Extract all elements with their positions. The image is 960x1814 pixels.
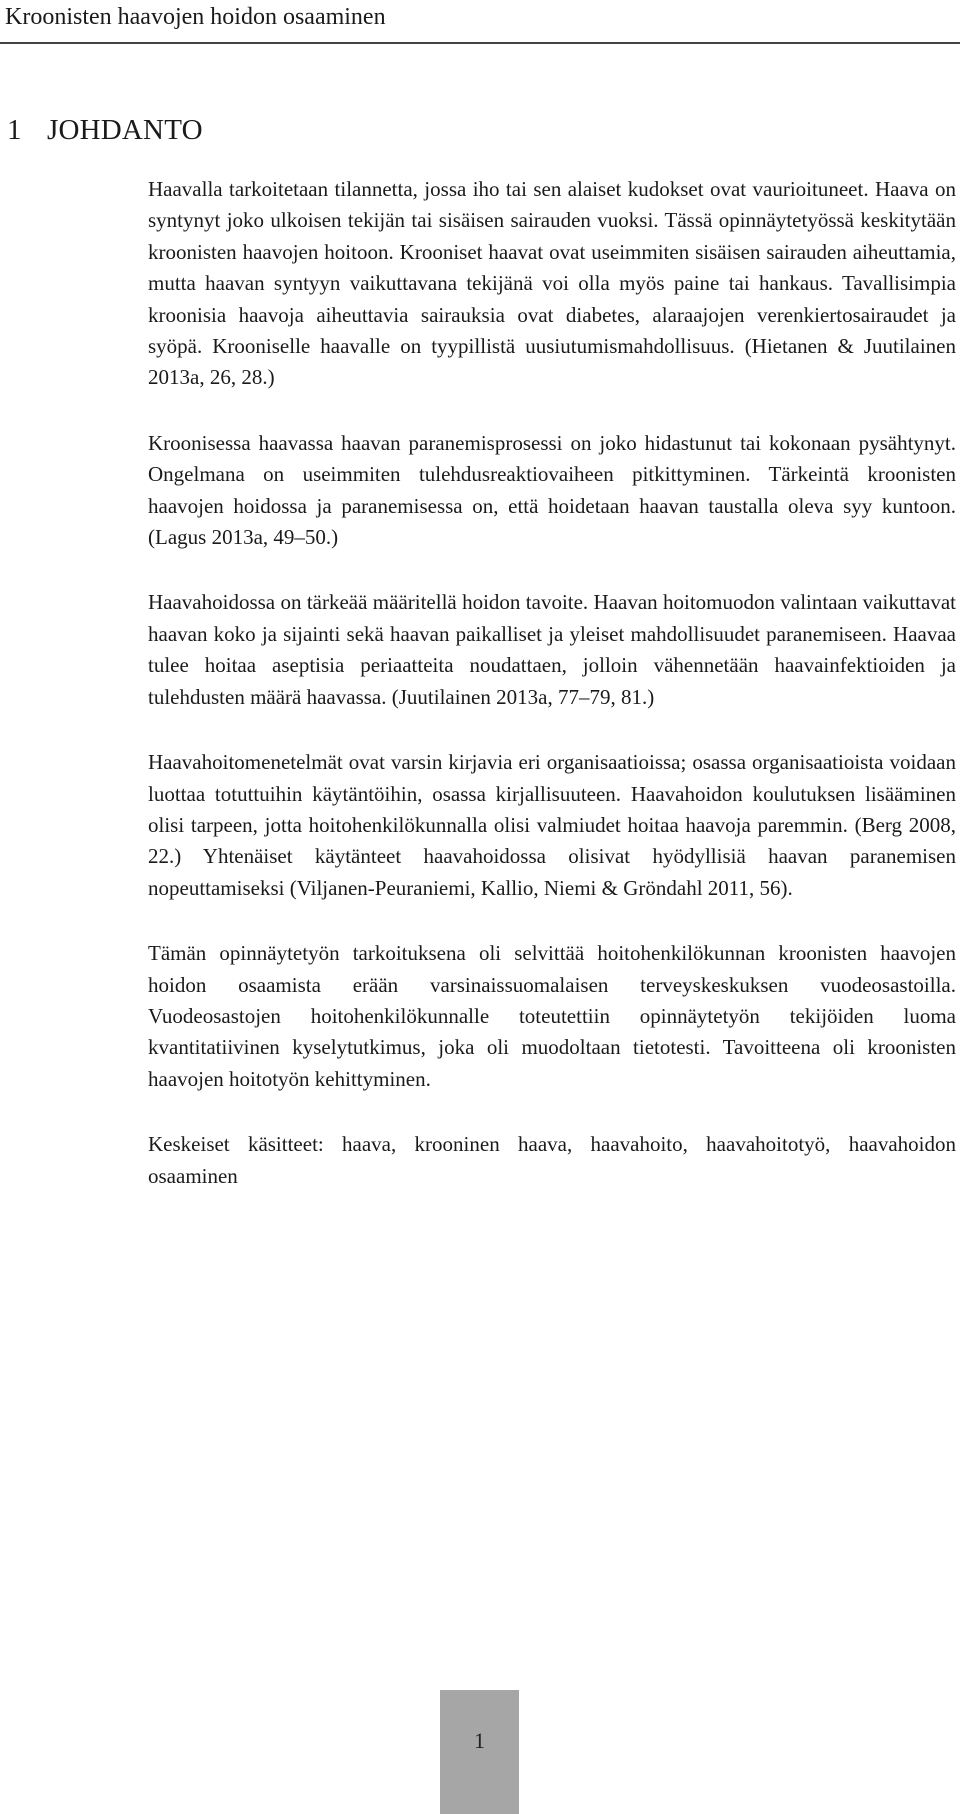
running-header [0, 0, 960, 44]
paragraph-thesis-purpose: Tämän opinnäytetyön tarkoituksena oli selvittää hoitohenkilökunnan kroonisten haavojen hoidon osaamista erään varsinaissuomalaisen terveyskeskuksen vuodeosastoilla. Vuodeosastojen hoitohenkilökunnalle toteutettiin opinnäytetyön tekijöiden luoma kvantitatiivinen kyselytutkimus, joka oli muodoltaan tietotesti. Tavoitteena oli kroonisten haavojen hoitotyön kehittyminen. [148, 941, 956, 1091]
paragraph-treatment-goal: Haavahoidossa on tärkeää määritellä hoidon tavoite. Haavan hoitomuodon valintaan vaikuttavat haavan koko ja sijainti sekä haavan paikalliset ja yleiset mahdollisuudet paranemiseen. Haavaa tulee hoitaa aseptisia periaatteita noudattaen, jolloin vähennetään haavainfektioiden ja tulehdusten määrä haavassa. (Juutilainen 2013a, 77–79, 81.) [148, 590, 956, 709]
body-text [148, 174, 956, 1192]
running-header-title: Kroonisten haavojen hoidon osaaminen [5, 4, 386, 30]
page-number: 1 [474, 1728, 485, 1753]
chapter-number: 1 [7, 114, 22, 146]
chapter-heading [7, 113, 203, 147]
paragraph-intro-wounds: Haavalla tarkoitetaan tilannetta, jossa iho tai sen alaiset kudokset ovat vaurioituneet. Haava on syntynyt joko ulkoisen tekijän tai sisäisen sairauden vuoksi. Tässä opinnäytetyössä keskitytään kroonisten haavojen hoitoon. Krooniset haavat ovat useimmiten sisäisen sairauden aiheuttamia, mutta haavan syntyyn vaikuttavana tekijänä voi olla myös paine tai hankaus. Tavallisimpia kroonisia haavoja aiheuttavia sairauksia ovat diabetes, alaraajojen verenkiertosairaudet ja syöpä. Krooniselle haavalle on tyypillistä uusiutumismahdollisuus. (Hietanen & Juutilainen 2013a, 26, 28.) [148, 177, 956, 390]
page-number-box [440, 1690, 519, 1814]
chapter-title: JOHDANTO [47, 114, 203, 146]
paragraph-key-concepts: Keskeiset käsitteet: haava, krooninen haava, haavahoito, haavahoitotyö, haavahoidon osaaminen [148, 1132, 956, 1188]
paragraph-treatment-methods: Haavahoitomenetelmät ovat varsin kirjavia eri organisaatioissa; osassa organisaatioista voidaan luottaa totuttuihin käytäntöihin, osassa kirjallisuuteen. Haavahoidon koulutuksen lisääminen olisi tarpeen, jotta hoitohenkilökunnalla olisi valmiudet hoitaa haavoja paremmin. (Berg 2008, 22.) Yhtenäiset käytänteet haavahoidossa olisivat hyödyllisiä haavan paranemisen nopeuttamiseksi (Viljanen-Peuraniemi, Kallio, Niemi & Gröndahl 2011, 56). [148, 750, 956, 900]
paragraph-chronic-healing: Kroonisessa haavassa haavan paranemisprosessi on joko hidastunut tai kokonaan pysähtynyt. Ongelmana on useimmiten tulehdusreaktiovaiheen pitkittyminen. Tärkeintä kroonisten haavojen hoidossa ja paranemisessa on, että hoidetaan haavan taustalla oleva syy kuntoon. (Lagus 2013a, 49–50.) [148, 430, 956, 550]
